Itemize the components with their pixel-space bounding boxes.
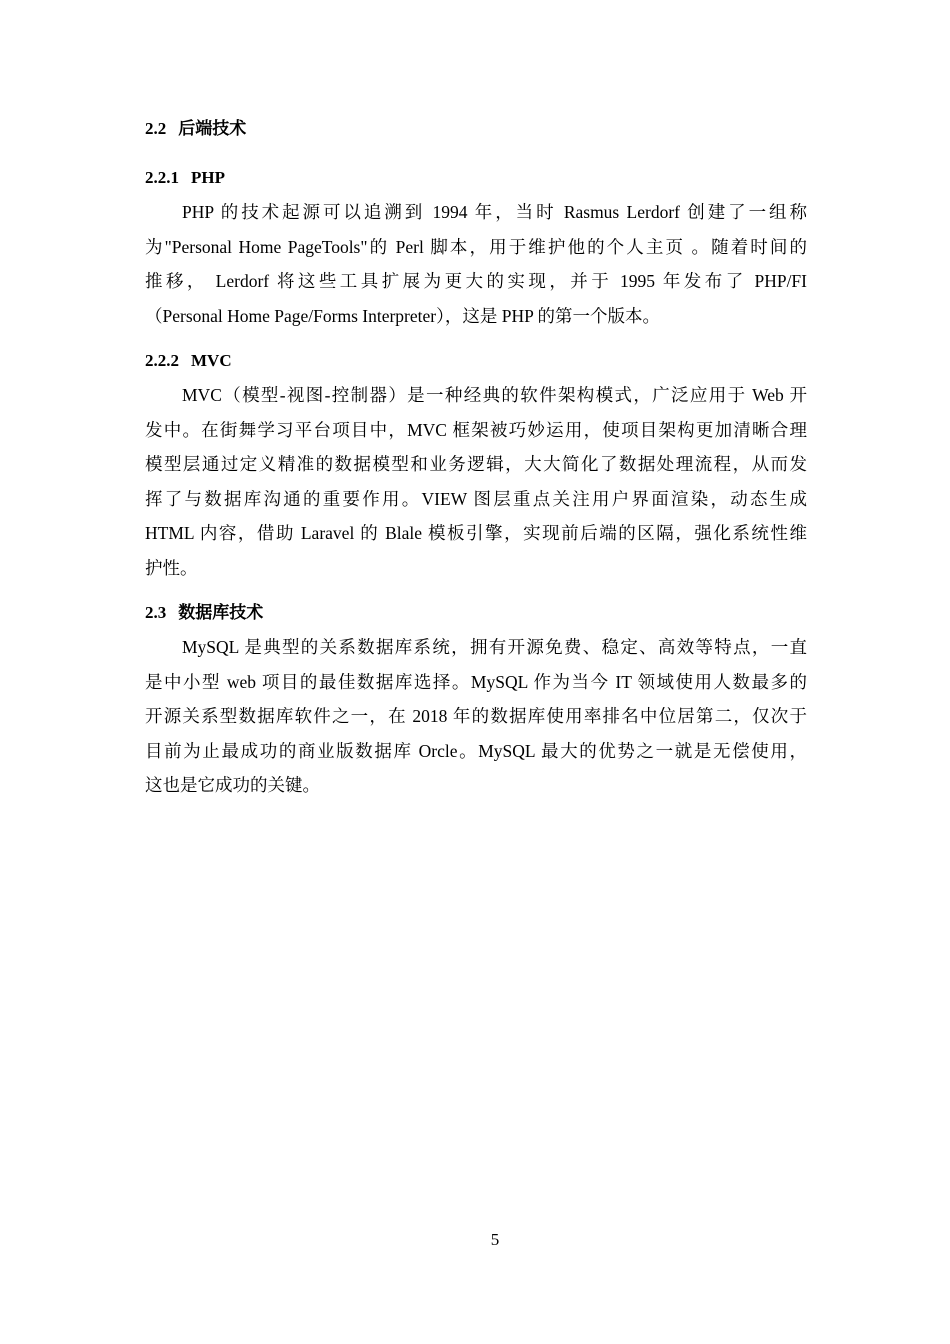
paragraph-line: 挥了与数据库沟通的重要作用。VIEW 图层重点关注用户界面渲染，动态生成 [145,488,807,509]
section-heading-2-2 [145,118,246,140]
section-number: 2.2 [145,119,167,138]
paragraph-line: MySQL 是典型的关系数据库系统，拥有开源免费、稳定、高效等特点，一直 [182,637,807,657]
section-heading-2-3 [145,602,263,624]
paragraph-line: 这也是它成功的关键。 [145,775,320,796]
section-heading-2-2-2 [145,350,232,372]
section-heading-2-2-1 [145,167,225,189]
paragraph-line: 是中小型 web 项目的最佳数据库选择。MySQL 作为当今 IT 领域使用人数最多的 [145,671,807,692]
paragraph-line: 目前为止最成功的商业版数据库 Orcle。MySQL 最大的优势之一就是无偿使用， [145,740,807,761]
section-title: MVC [191,351,232,370]
paragraph-line: 护性。 [145,557,198,578]
page-number: 5 [490,1230,500,1249]
paragraph-mvc [145,378,807,586]
section-number: 2.2.1 [145,168,179,187]
paragraph-line: 为"Personal Home PageTools"的 Perl 脚本，用于维护他的个人主页 。随着时间的 [145,236,807,257]
paragraph-line: PHP 的技术起源可以追溯到 1994 年，当时 Rasmus Lerdorf 创建了一组称 [182,202,807,222]
section-title: 数据库技术 [178,603,264,622]
paragraph-database [145,630,807,803]
paragraph-line: 推移， Lerdorf 将这些工具扩展为更大的实现，并于 1995 年发布了 PHP/FI [145,271,807,292]
section-number: 2.3 [145,603,167,622]
section-number: 2.2.2 [145,351,179,370]
section-title: PHP [191,168,225,187]
paragraph-line: （Personal Home Page/Forms Interpreter），这是 PHP 的第一个版本。 [145,305,661,326]
section-title: 后端技术 [178,119,247,138]
paragraph-line: 模型层通过定义精准的数据模型和业务逻辑，大大简化了数据处理流程，从而发 [145,454,807,475]
paragraph-line: MVC（模型-视图-控制器）是一种经典的软件架构模式，广泛应用于 Web 开 [182,385,807,405]
paragraph-line: 发中。在街舞学习平台项目中，MVC 框架被巧妙运用，使项目架构更加清晰合理 [145,419,807,440]
paragraph-line: 开源关系型数据库软件之一，在 2018 年的数据库使用率排名中位居第二，仅次于 [145,706,807,727]
paragraph-line: HTML 内容，借助 Laravel 的 Blale 模板引擎，实现前后端的区隔，强化系统性维 [145,523,807,544]
paragraph-php [145,195,807,333]
